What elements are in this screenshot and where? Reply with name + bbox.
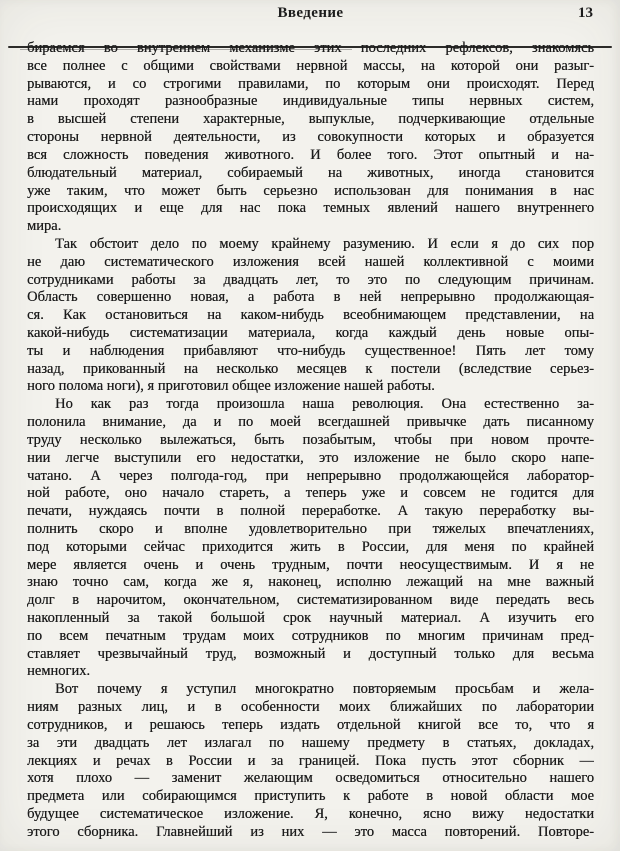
text-line: Так обстоит дело по моему крайнему разумению. И если я до сих пор <box>55 235 594 252</box>
text-line: под которыми сейчас приходится жить в России, для меня по крайней <box>27 538 594 555</box>
text-line: блюдательный материал, собираемый на животных, иногда становится <box>27 164 594 181</box>
text-line: ниям разных лиц, и в особенности моих ближайших по лаборатории <box>27 699 594 716</box>
text-line: лекциях и речах в России и за границей. Пока пусть этот сборник — <box>27 752 594 769</box>
text-line: сотрудниками работы за двадцать лет, то это по следующим причинам. <box>27 271 594 288</box>
text-line: в высшей степени характерные, выпуклые, подчеркивающие отдельные <box>27 111 594 128</box>
paragraph <box>27 236 594 396</box>
text-line: Но как раз тогда произошла наша революция. Она естественно за- <box>55 396 594 413</box>
page-number: 13 <box>578 5 593 21</box>
text-line: ного полома ноги), я приготовил общее изложение нашей работы. <box>27 378 435 395</box>
text-line: Область совершенно новая, а работа в ней непрерывно продолжающая- <box>27 289 594 306</box>
running-header <box>0 0 620 25</box>
text-line: мира. <box>27 218 62 235</box>
text-line: назад, прикованный на несколько месяцев к постели (вследствие серьез- <box>27 360 594 377</box>
text-line: знаю точно сам, когда же я, наконец, исполню лежащий на мне важный <box>27 574 594 591</box>
text-line: будущее систематическое изложение. Я, конечно, ясно вижу недостатки <box>27 805 594 822</box>
text-line: по всем печатным трудам моих сотрудников по многим причинам пред- <box>27 627 594 644</box>
text-line: сотрудников, и решаюсь теперь издать отдельной книгой все то, что я <box>27 716 594 733</box>
text-line: полнить скоро и вполне удовлетворительно при тяжелых впечатлениях, <box>27 520 594 537</box>
text-line: за эти двадцать лет излагал по нашему предмету в статьях, докладах, <box>27 734 594 751</box>
text-line: происходящих и еще для нас пока темных явлений нашего внутреннего <box>27 200 594 217</box>
text-line: уже таким, что может быть серьезно использован для понимания в нас <box>27 182 594 199</box>
text-line: полонила внимание, да и по моей всегдашней привычке дать писанному <box>27 414 594 431</box>
paragraph <box>27 40 594 236</box>
text-line: не даю систематического изложения всей нашей коллективной с моими <box>27 253 594 270</box>
page-text-body <box>27 40 594 842</box>
text-line: нами проходят разнообразные индивидуальные типы нервных систем, <box>27 93 594 110</box>
text-line: нии легче выступили его недостатки, это изложение не было скоро напе- <box>27 449 594 466</box>
text-line: все полнее с общими свойствами нервной массы, на которой они разыг- <box>27 57 594 74</box>
text-line: вся сложность поведения животного. И более того. Этот опытный и на- <box>27 146 594 163</box>
text-line: долг в нарочитом, окончательном, систематизированном виде передать весь <box>27 592 594 609</box>
text-line: стороны нервной деятельности, из совокупности которых и образуется <box>27 129 594 146</box>
paragraph <box>27 396 594 681</box>
running-head-title: Введение <box>277 5 344 21</box>
text-line: печати, нуждаясь почти в полной переработке. А такую переработку вы- <box>27 503 594 520</box>
text-line: этого сборника. Главнейший из них — это масса повторений. Повторе- <box>27 823 594 840</box>
text-line: ся. Как остановиться на каком-нибудь всеобнимающем представлении, на <box>27 307 594 324</box>
text-line: труду несколько вылежаться, быть позабытым, чтобы при новом прочте- <box>27 431 594 448</box>
text-line: рываются, и со строгими правилами, по которым они происходят. Перед <box>27 75 594 92</box>
text-line: предмета или собирающимся приступить к работе в новой области мое <box>27 788 594 805</box>
text-line: какой-нибудь систематизации материала, когда каждый день новые опы- <box>27 325 594 341</box>
text-line: бираемся во внутреннем механизме этих последних рефлексов, знакомясь <box>27 40 594 56</box>
text-line: ты и наблюдения прибавляют что-нибудь существенное! Пять лет тому <box>27 342 594 359</box>
text-line: мере является очень и очень трудным, почти неосуществимым. И я не <box>27 556 594 573</box>
text-line: накопленный за такой большой срок научный материал. А изучить его <box>27 610 594 626</box>
text-line: чатано. А через полгода-год, при непрерывно продолжающейся лаборатор- <box>27 467 594 484</box>
paragraph <box>27 681 594 841</box>
text-line: немногих. <box>27 663 90 680</box>
text-line: ной работе, оно начало стареть, а теперь уже и совсем не годится для <box>27 485 594 502</box>
text-line: ставляет чрезвычайный труд, возможный и доступный только для весьма <box>27 645 594 662</box>
text-line: Вот почему я уступил многократно повторяемым просьбам и жела- <box>55 681 594 698</box>
text-line: хотя плохо — заменит желающим осведомиться относительно нашего <box>27 770 594 787</box>
